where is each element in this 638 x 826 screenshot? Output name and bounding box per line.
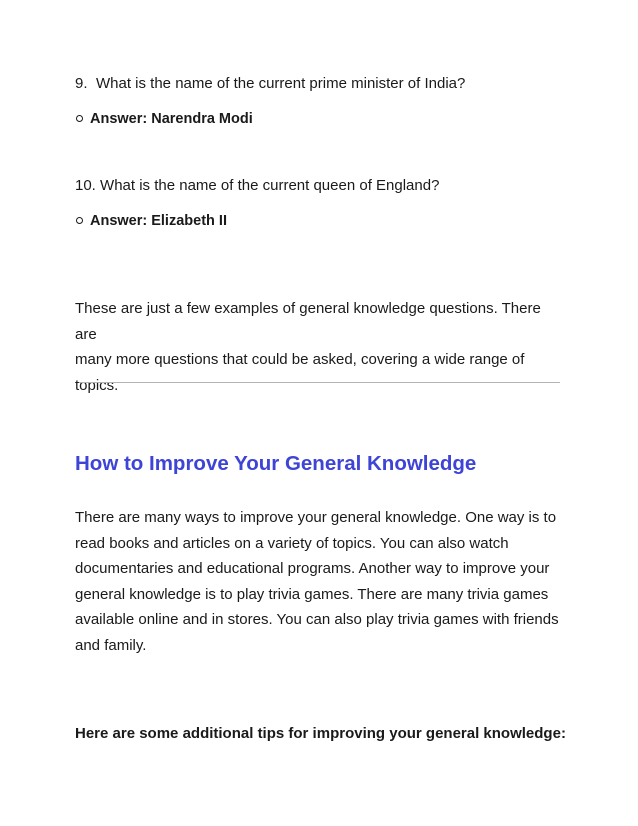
hollow-circle-bullet-icon xyxy=(76,115,83,122)
question-number: 9. xyxy=(75,75,88,92)
summary-line: many more questions that could be asked, covering a wide range of topics. xyxy=(75,351,525,394)
question-number: 10. xyxy=(75,177,96,194)
section-heading: How to Improve Your General Knowledge xyxy=(75,452,477,475)
body-line: and family. xyxy=(75,636,147,654)
body-line: general knowledge is to play trivia games. There are many trivia games xyxy=(75,585,549,603)
answer-text: Answer: Narendra Modi xyxy=(90,111,253,127)
answer-9 xyxy=(75,109,253,129)
answer-10 xyxy=(75,211,227,231)
horizontal-divider xyxy=(79,382,560,383)
tips-intro: Here are some additional tips for improving your general knowledge: xyxy=(75,725,566,742)
summary-line: These are just a few examples of general knowledge questions. There are xyxy=(75,300,541,343)
question-text: What is the name of the current queen of England? xyxy=(100,177,440,194)
body-line: There are many ways to improve your general knowledge. One way is to xyxy=(75,509,557,526)
answer-text: Answer: Elizabeth II xyxy=(90,213,227,229)
hollow-circle-bullet-icon xyxy=(76,217,83,224)
body-line: documentaries and educational programs. Another way to improve your xyxy=(75,560,550,577)
question-text: What is the name of the current prime minister of India? xyxy=(96,75,466,92)
body-line: read books and articles on a variety of topics. You can also watch xyxy=(75,534,509,552)
section-body-paragraph xyxy=(75,505,565,658)
question-10 xyxy=(75,176,439,196)
question-9 xyxy=(75,74,465,94)
body-line: available online and in stores. You can also play trivia games with friends xyxy=(75,611,559,628)
